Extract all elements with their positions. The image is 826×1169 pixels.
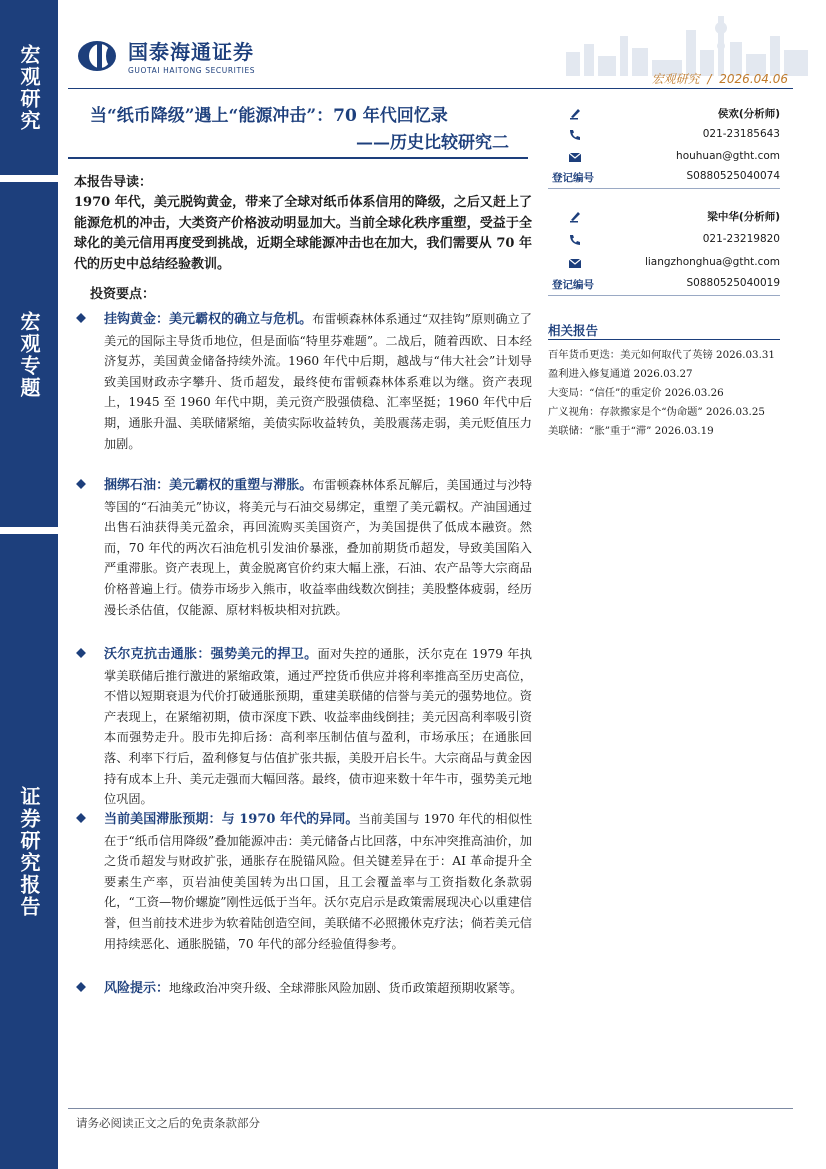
point-risk: 风险提示：地缘政治冲突升级、全球滞胀风险加剧、货币政策超预期收紧等。 — [76, 978, 532, 1000]
analyst-phone: 021-23185643 — [702, 128, 780, 140]
mail-icon — [568, 150, 582, 164]
sidebar-section-macro-special: 宏观专题 — [0, 182, 58, 527]
pen-icon — [568, 106, 582, 120]
title-divider — [68, 157, 528, 159]
analyst-email[interactable]: liangzhonghua@gtht.com — [644, 256, 780, 268]
footer-divider — [68, 1108, 793, 1109]
analyst-divider — [548, 188, 780, 189]
report-category-date: 宏观研究 / 2026.04.06 — [651, 72, 788, 86]
sidebar-section-macro-research: 宏观研究 — [0, 0, 58, 175]
investment-points-heading: 投资要点： — [90, 287, 156, 302]
analyst-phone: 021-23219820 — [702, 233, 780, 245]
registration-label: 登记编号 — [552, 172, 594, 184]
point-2: 捆绑石油：美元霸权的重塑与滞胀。布雷顿森林体系瓦解后，美国通过与沙特等国的“石油美元”协议，将美元与石油交易绑定，重塑了美元霸权。产油国通过出售石油获得美元盈余，再回流购买美国资产，为美国提供了低成本融资。然而，70 年代的两次石油危机引发油价暴涨，叠加前期货币超发，导致美国陷入严重滞胀。资产表现上，黄金脱离官价约束大幅上涨，石油、农产品等大宗商品价格普遍上行。债券市场步入熊市，收益率曲线数次倒挂；美股整体疲弱，经历漫长杀估值，仅能源、原材料板块相对抗跌。 — [76, 475, 532, 620]
bullet-diamond-icon — [76, 479, 86, 489]
logo-text-en: GUOTAI HAITONG SECURITIES — [128, 66, 256, 75]
guide-heading: 本报告导读： — [74, 175, 153, 190]
sidebar-section-securities-report: 证券研究报告 — [0, 534, 58, 1169]
point-4: 当前美国滞胀预期：与 1970 年代的异同。当前美国与 1970 年代的相似性在于“纸币信用降级”叠加能源冲击：美元储备占比回落，中东冲突推高油价，加之货币超发与财政扩张，通胀存在脱锚风险。但关键差异在于：AI 革命提升全要素生产率，页岩油使美国转为出口国，且工会覆盖率与工资指数化条款弱化，“工资—物价螺旋”刚性远低于当年。沃尔克启示是政策需展现决心以重建信誉，但当前技术进步为软着陆创造空间，美联储不必照搬休克疗法；倘若美元信用持续恶化、通胀脱锚，70 年代的部分经验值得参考。 — [76, 809, 532, 954]
mail-icon — [568, 256, 582, 270]
guide-text: 1970 年代，美元脱钩黄金，带来了全球对纸币体系信用的降级，之后又赶上了能源危机的冲击，大类资产价格波动明显加大。当前全球化秩序重塑，受益于全球化的美元信用再度受到挑战，近期全球能源冲击也在加大，我们需要从 70 年代的历史中总结经验教训。 — [74, 195, 532, 272]
point-3: 沃尔克抗击通胀：强势美元的捍卫。面对失控的通胀，沃尔克在 1979 年执掌美联储后推行激进的紧缩政策，通过严控货币供应并将利率推高至历史高位，不惜以短期衰退为代价打破通胀预期，重建美联储的信誉与美元的强势地位。资产表现上，在紧缩初期，债市深度下跌、收益率曲线倒挂；美元因高利率吸引资本而强势走升。股市先抑后扬：高利率压制估值与盈利，市场承压；在通胀回落、利率下行后，盈利修复与估值扩张共振，美股开启长牛。大宗商品与黄金因持有成本上升、美元走强而大幅回落。最终，债市迎来数十年牛市，强势美元地位巩固。 — [76, 644, 532, 810]
pen-icon — [568, 209, 582, 223]
footer-disclaimer: 请务必阅读正文之后的免责条款部分 — [76, 1116, 260, 1130]
report-subtitle: ——历史比较研究二 — [356, 133, 509, 153]
logo-text-cn: 国泰海通证券 — [128, 40, 254, 64]
analyst-name: 梁中华(分析师) — [707, 211, 780, 223]
registration-number: S0880525040074 — [686, 170, 780, 182]
related-report-item[interactable]: 百年货币更迭：美元如何取代了英镑 2026.03.31 — [548, 349, 775, 361]
registration-number: S0880525040019 — [686, 277, 780, 289]
related-report-item[interactable]: 大变局：“信任”的重定价 2026.03.26 — [548, 387, 724, 399]
related-reports-divider — [548, 339, 780, 340]
company-logo — [76, 36, 255, 75]
analyst-name: 侯欢(分析师) — [717, 108, 780, 120]
city-skyline-graphic — [556, 6, 816, 76]
phone-icon — [568, 128, 582, 142]
related-report-item[interactable]: 盈利进入修复通道 2026.03.27 — [548, 368, 693, 380]
related-reports-heading: 相关报告 — [548, 323, 599, 338]
bullet-diamond-icon — [76, 982, 86, 992]
analyst-divider — [548, 295, 780, 296]
left-sidebar — [0, 0, 58, 1169]
bullet-diamond-icon — [76, 313, 86, 323]
point-1: 挂钩黄金：美元霸权的确立与危机。布雷顿森林体系通过“双挂钩”原则确立了美元的国际主导货币地位，但是面临“特里芬难题”。二战后，随着西欧、日本经济复苏，美国黄金储备持续外流。1960 年代中后期，越战与“伟大社会”计划导致美国财政赤字攀升、货币超发，最终使布雷顿森林体系难以为继。资产表现上，1945 至 1960 年代中期，美元资产股强债稳、汇率坚挺；1960 年代中后期，通胀升温、美联储紧缩，美债实际收益转负，美股震荡走弱，美元贬值压力加剧。 — [76, 309, 532, 454]
related-report-item[interactable]: 美联储：“胀”重于“滞” 2026.03.19 — [548, 425, 714, 437]
analyst-email[interactable]: houhuan@gtht.com — [676, 150, 780, 162]
phone-icon — [568, 233, 582, 247]
bullet-diamond-icon — [76, 648, 86, 658]
page-header — [58, 0, 826, 90]
logo-mark-icon — [76, 39, 122, 73]
related-report-item[interactable]: 广义视角：存款搬家是个“伪命题” 2026.03.25 — [548, 406, 765, 418]
report-title: 当“纸币降级”遇上“能源冲击”：70 年代回忆录 — [90, 106, 448, 126]
header-divider — [68, 88, 793, 89]
bullet-diamond-icon — [76, 813, 86, 823]
registration-label: 登记编号 — [552, 279, 594, 291]
